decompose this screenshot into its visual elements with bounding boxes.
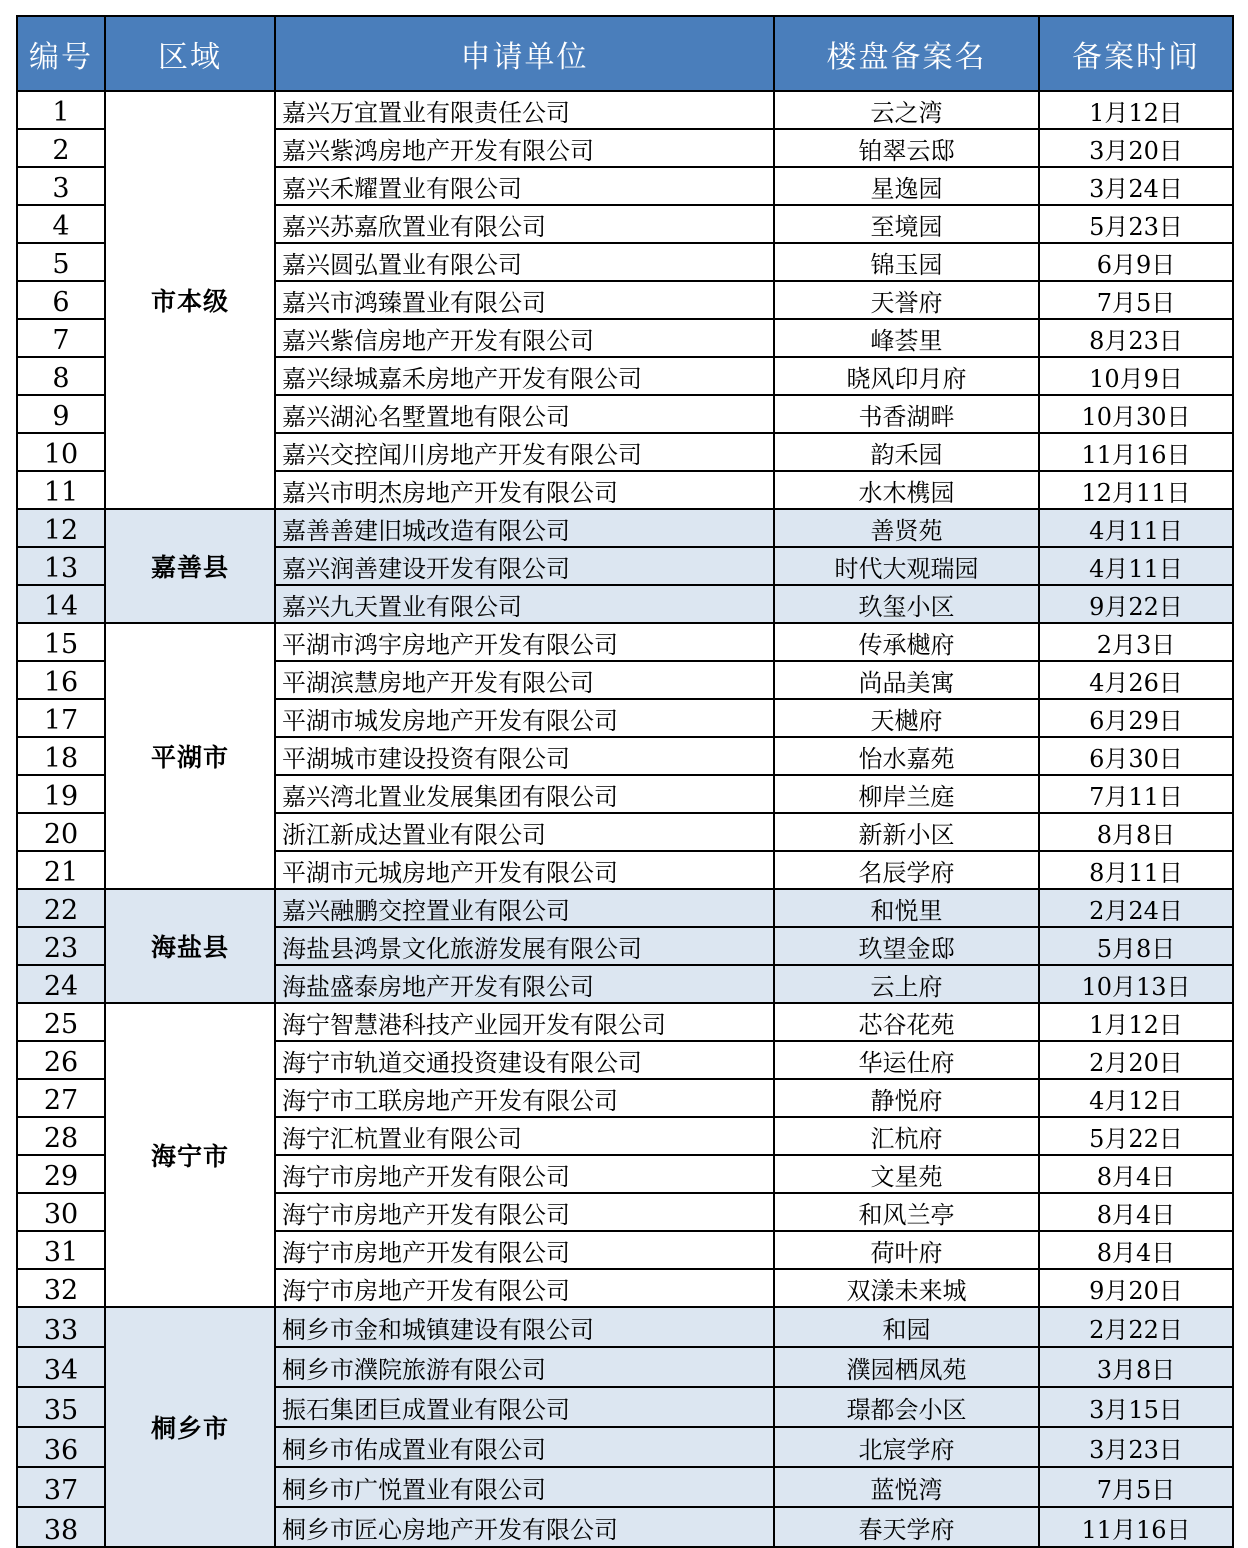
row-number: 33	[17, 1307, 105, 1347]
company-cell: 嘉兴九天置业有限公司	[275, 585, 774, 623]
region-cell: 海宁市	[105, 1003, 275, 1307]
header-company: 申请单位	[275, 16, 774, 91]
project-cell: 芯谷花苑	[774, 1003, 1039, 1041]
company-cell: 嘉兴绿城嘉禾房地产开发有限公司	[275, 357, 774, 395]
date-cell: 3月23日	[1039, 1427, 1233, 1467]
row-number: 31	[17, 1231, 105, 1269]
date-cell: 12月11日	[1039, 471, 1233, 509]
project-cell: 名辰学府	[774, 851, 1039, 889]
date-cell: 4月11日	[1039, 547, 1233, 585]
table-row	[17, 1307, 1233, 1347]
date-cell: 4月12日	[1039, 1079, 1233, 1117]
date-cell: 2月3日	[1039, 623, 1233, 661]
project-cell: 蓝悦湾	[774, 1467, 1039, 1507]
date-cell: 5月22日	[1039, 1117, 1233, 1155]
date-cell: 10月9日	[1039, 357, 1233, 395]
company-cell: 海盐县鸿景文化旅游发展有限公司	[275, 927, 774, 965]
project-cell: 韵禾园	[774, 433, 1039, 471]
region-cell: 平湖市	[105, 623, 275, 889]
company-cell: 嘉善善建旧城改造有限公司	[275, 509, 774, 547]
row-number: 7	[17, 319, 105, 357]
project-cell: 尚品美寓	[774, 661, 1039, 699]
company-cell: 平湖城市建设投资有限公司	[275, 737, 774, 775]
date-cell: 2月20日	[1039, 1041, 1233, 1079]
header-number: 编号	[17, 16, 105, 91]
row-number: 27	[17, 1079, 105, 1117]
project-cell: 天誉府	[774, 281, 1039, 319]
company-cell: 海宁市轨道交通投资建设有限公司	[275, 1041, 774, 1079]
company-cell: 嘉兴市明杰房地产开发有限公司	[275, 471, 774, 509]
row-number: 15	[17, 623, 105, 661]
date-cell: 5月23日	[1039, 205, 1233, 243]
row-number: 28	[17, 1117, 105, 1155]
project-cell: 双漾未来城	[774, 1269, 1039, 1307]
row-number: 14	[17, 585, 105, 623]
date-cell: 8月11日	[1039, 851, 1233, 889]
project-cell: 新新小区	[774, 813, 1039, 851]
row-number: 4	[17, 205, 105, 243]
date-cell: 11月16日	[1039, 1507, 1233, 1547]
project-cell: 锦玉园	[774, 243, 1039, 281]
row-number: 36	[17, 1427, 105, 1467]
header-date: 备案时间	[1039, 16, 1233, 91]
project-cell: 云上府	[774, 965, 1039, 1003]
date-cell: 7月11日	[1039, 775, 1233, 813]
project-cell: 时代大观瑞园	[774, 547, 1039, 585]
project-cell: 文星苑	[774, 1155, 1039, 1193]
company-cell: 桐乡市匠心房地产开发有限公司	[275, 1507, 774, 1547]
row-number: 26	[17, 1041, 105, 1079]
project-cell: 怡水嘉苑	[774, 737, 1039, 775]
date-cell: 9月20日	[1039, 1269, 1233, 1307]
row-number: 3	[17, 167, 105, 205]
row-number: 8	[17, 357, 105, 395]
project-cell: 至境园	[774, 205, 1039, 243]
row-number: 29	[17, 1155, 105, 1193]
table-row	[17, 623, 1233, 661]
row-number: 1	[17, 91, 105, 129]
company-cell: 嘉兴湾北置业发展集团有限公司	[275, 775, 774, 813]
row-number: 23	[17, 927, 105, 965]
date-cell: 4月11日	[1039, 509, 1233, 547]
row-number: 11	[17, 471, 105, 509]
company-cell: 嘉兴市鸿臻置业有限公司	[275, 281, 774, 319]
project-cell: 传承樾府	[774, 623, 1039, 661]
region-cell: 嘉善县	[105, 509, 275, 623]
row-number: 10	[17, 433, 105, 471]
project-cell: 璟都会小区	[774, 1387, 1039, 1427]
row-number: 38	[17, 1507, 105, 1547]
date-cell: 8月23日	[1039, 319, 1233, 357]
company-cell: 海宁市工联房地产开发有限公司	[275, 1079, 774, 1117]
row-number: 25	[17, 1003, 105, 1041]
project-cell: 春天学府	[774, 1507, 1039, 1547]
project-cell: 和悦里	[774, 889, 1039, 927]
row-number: 19	[17, 775, 105, 813]
project-cell: 峰荟里	[774, 319, 1039, 357]
project-cell: 玖玺小区	[774, 585, 1039, 623]
date-cell: 9月22日	[1039, 585, 1233, 623]
row-number: 22	[17, 889, 105, 927]
row-number: 12	[17, 509, 105, 547]
project-cell: 静悦府	[774, 1079, 1039, 1117]
row-number: 2	[17, 129, 105, 167]
header-row	[17, 16, 1233, 91]
row-number: 9	[17, 395, 105, 433]
filing-table	[16, 15, 1234, 1548]
project-cell: 和园	[774, 1307, 1039, 1347]
company-cell: 平湖市元城房地产开发有限公司	[275, 851, 774, 889]
project-cell: 天樾府	[774, 699, 1039, 737]
project-cell: 华运仕府	[774, 1041, 1039, 1079]
company-cell: 嘉兴紫信房地产开发有限公司	[275, 319, 774, 357]
company-cell: 平湖滨慧房地产开发有限公司	[275, 661, 774, 699]
row-number: 18	[17, 737, 105, 775]
project-cell: 荷叶府	[774, 1231, 1039, 1269]
date-cell: 10月13日	[1039, 965, 1233, 1003]
company-cell: 嘉兴湖沁名墅置地有限公司	[275, 395, 774, 433]
row-number: 16	[17, 661, 105, 699]
date-cell: 8月4日	[1039, 1231, 1233, 1269]
company-cell: 海宁汇杭置业有限公司	[275, 1117, 774, 1155]
region-cell: 桐乡市	[105, 1307, 275, 1547]
company-cell: 平湖市城发房地产开发有限公司	[275, 699, 774, 737]
project-cell: 善贤苑	[774, 509, 1039, 547]
date-cell: 11月16日	[1039, 433, 1233, 471]
company-cell: 嘉兴紫鸿房地产开发有限公司	[275, 129, 774, 167]
company-cell: 嘉兴苏嘉欣置业有限公司	[275, 205, 774, 243]
company-cell: 桐乡市佑成置业有限公司	[275, 1427, 774, 1467]
date-cell: 4月26日	[1039, 661, 1233, 699]
row-number: 5	[17, 243, 105, 281]
row-number: 35	[17, 1387, 105, 1427]
date-cell: 6月9日	[1039, 243, 1233, 281]
date-cell: 2月22日	[1039, 1307, 1233, 1347]
date-cell: 3月20日	[1039, 129, 1233, 167]
company-cell: 嘉兴润善建设开发有限公司	[275, 547, 774, 585]
company-cell: 浙江新成达置业有限公司	[275, 813, 774, 851]
date-cell: 3月15日	[1039, 1387, 1233, 1427]
project-cell: 铂翠云邸	[774, 129, 1039, 167]
company-cell: 嘉兴禾耀置业有限公司	[275, 167, 774, 205]
date-cell: 8月4日	[1039, 1155, 1233, 1193]
row-number: 24	[17, 965, 105, 1003]
project-cell: 云之湾	[774, 91, 1039, 129]
project-cell: 和风兰亭	[774, 1193, 1039, 1231]
company-cell: 海宁市房地产开发有限公司	[275, 1231, 774, 1269]
date-cell: 2月24日	[1039, 889, 1233, 927]
date-cell: 5月8日	[1039, 927, 1233, 965]
date-cell: 10月30日	[1039, 395, 1233, 433]
table-row	[17, 509, 1233, 547]
company-cell: 振石集团巨成置业有限公司	[275, 1387, 774, 1427]
project-cell: 北宸学府	[774, 1427, 1039, 1467]
project-cell: 柳岸兰庭	[774, 775, 1039, 813]
region-cell: 海盐县	[105, 889, 275, 1003]
date-cell: 1月12日	[1039, 91, 1233, 129]
project-cell: 星逸园	[774, 167, 1039, 205]
company-cell: 嘉兴交控闻川房地产开发有限公司	[275, 433, 774, 471]
row-number: 20	[17, 813, 105, 851]
project-cell: 晓风印月府	[774, 357, 1039, 395]
company-cell: 嘉兴融鹏交控置业有限公司	[275, 889, 774, 927]
company-cell: 桐乡市濮院旅游有限公司	[275, 1347, 774, 1387]
date-cell: 6月30日	[1039, 737, 1233, 775]
project-cell: 玖望金邸	[774, 927, 1039, 965]
date-cell: 6月29日	[1039, 699, 1233, 737]
company-cell: 海宁市房地产开发有限公司	[275, 1155, 774, 1193]
date-cell: 8月8日	[1039, 813, 1233, 851]
project-cell: 水木槜园	[774, 471, 1039, 509]
row-number: 34	[17, 1347, 105, 1387]
row-number: 21	[17, 851, 105, 889]
company-cell: 桐乡市金和城镇建设有限公司	[275, 1307, 774, 1347]
date-cell: 3月8日	[1039, 1347, 1233, 1387]
table-row	[17, 1003, 1233, 1041]
company-cell: 平湖市鸿宇房地产开发有限公司	[275, 623, 774, 661]
project-cell: 汇杭府	[774, 1117, 1039, 1155]
row-number: 30	[17, 1193, 105, 1231]
company-cell: 桐乡市广悦置业有限公司	[275, 1467, 774, 1507]
region-cell: 市本级	[105, 91, 275, 509]
table-row	[17, 91, 1233, 129]
row-number: 6	[17, 281, 105, 319]
date-cell: 7月5日	[1039, 1467, 1233, 1507]
row-number: 32	[17, 1269, 105, 1307]
company-cell: 海宁市房地产开发有限公司	[275, 1193, 774, 1231]
company-cell: 海宁市房地产开发有限公司	[275, 1269, 774, 1307]
table-row	[17, 889, 1233, 927]
header-project: 楼盘备案名	[774, 16, 1039, 91]
date-cell: 3月24日	[1039, 167, 1233, 205]
company-cell: 嘉兴万宜置业有限责任公司	[275, 91, 774, 129]
row-number: 17	[17, 699, 105, 737]
project-cell: 书香湖畔	[774, 395, 1039, 433]
row-number: 37	[17, 1467, 105, 1507]
header-region: 区域	[105, 16, 275, 91]
company-cell: 嘉兴圆弘置业有限公司	[275, 243, 774, 281]
row-number: 13	[17, 547, 105, 585]
table-body	[17, 91, 1233, 1547]
date-cell: 1月12日	[1039, 1003, 1233, 1041]
date-cell: 7月5日	[1039, 281, 1233, 319]
company-cell: 海宁智慧港科技产业园开发有限公司	[275, 1003, 774, 1041]
company-cell: 海盐盛泰房地产开发有限公司	[275, 965, 774, 1003]
project-cell: 濮园栖凤苑	[774, 1347, 1039, 1387]
date-cell: 8月4日	[1039, 1193, 1233, 1231]
